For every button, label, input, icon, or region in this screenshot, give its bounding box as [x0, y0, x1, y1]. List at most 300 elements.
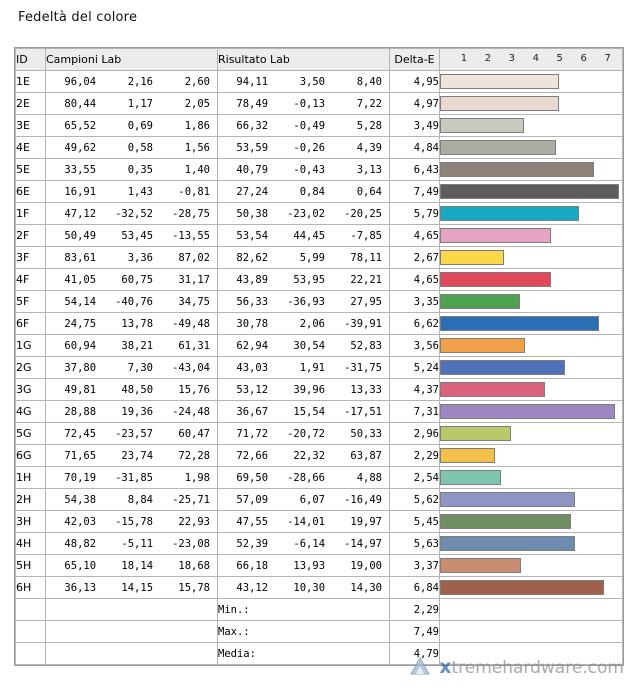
- delta-e-bar: [440, 558, 521, 573]
- lab-value: 60,47: [178, 427, 210, 440]
- row-bar-cell: [440, 577, 623, 599]
- lab-value: 28,88: [64, 405, 97, 418]
- lab-value: -32,52: [115, 207, 154, 220]
- lab-value: 24,75: [64, 317, 97, 330]
- watermark-label: tremehardware.com: [451, 658, 624, 678]
- lab-value: -31,85: [115, 471, 154, 484]
- summary-spacer-id: [16, 643, 46, 665]
- lab-value: -6,14: [293, 537, 326, 550]
- table-row: [16, 269, 623, 291]
- row-campioni-lab: [46, 489, 218, 511]
- summary-spacer-chart: [440, 621, 623, 643]
- row-risultato-lab: [218, 247, 390, 269]
- row-risultato-lab: [218, 511, 390, 533]
- row-bar-cell: [440, 379, 623, 401]
- lab-value: 60,75: [121, 273, 154, 286]
- lab-value: 53,54: [236, 229, 269, 242]
- row-id: 2F: [16, 225, 46, 247]
- axis-tick-4: 4: [532, 53, 539, 64]
- lab-value: 30,54: [293, 339, 326, 352]
- lab-value: 34,75: [178, 295, 210, 308]
- delta-e-bar: [440, 382, 545, 397]
- row-risultato-lab: [218, 445, 390, 467]
- row-risultato-lab: [218, 159, 390, 181]
- row-bar-cell: [440, 181, 623, 203]
- row-delta-e: 4,97: [390, 93, 440, 115]
- row-id: 6E: [16, 181, 46, 203]
- column-header-risultato: Risultato Lab: [218, 49, 390, 71]
- row-bar-cell: [440, 423, 623, 445]
- lab-value: 42,03: [64, 515, 97, 528]
- row-bar-cell: [440, 291, 623, 313]
- row-id: 1E: [16, 71, 46, 93]
- lab-value: 82,62: [236, 251, 269, 264]
- row-id: 6G: [16, 445, 46, 467]
- row-bar-cell: [440, 467, 623, 489]
- lab-value: 48,50: [121, 383, 154, 396]
- row-bar-cell: [440, 137, 623, 159]
- lab-value: 48,82: [64, 537, 97, 550]
- lab-value: -23,02: [287, 207, 326, 220]
- row-bar-cell: [440, 247, 623, 269]
- axis-tick-5: 5: [556, 53, 563, 64]
- lab-value: 30,78: [236, 317, 269, 330]
- row-risultato-lab: [218, 379, 390, 401]
- lab-value: 4,39: [356, 141, 382, 154]
- lab-value: -0,26: [293, 141, 326, 154]
- row-id: 4H: [16, 533, 46, 555]
- delta-e-bar: [440, 514, 571, 529]
- lab-value: 1,98: [184, 471, 210, 484]
- row-id: 3H: [16, 511, 46, 533]
- row-id: 1H: [16, 467, 46, 489]
- row-delta-e: 3,35: [390, 291, 440, 313]
- table-row: [16, 247, 623, 269]
- delta-e-bar: [440, 294, 520, 309]
- delta-e-bar: [440, 140, 556, 155]
- row-id: 2E: [16, 93, 46, 115]
- lab-value: 60,94: [64, 339, 97, 352]
- lab-value: 72,66: [236, 449, 269, 462]
- summary-value: 7,49: [390, 621, 440, 643]
- row-bar-cell: [440, 533, 623, 555]
- row-delta-e: 2,67: [390, 247, 440, 269]
- row-id: 5H: [16, 555, 46, 577]
- lab-value: 19,36: [121, 405, 154, 418]
- lab-value: 1,91: [299, 361, 326, 374]
- table-row: [16, 555, 623, 577]
- lab-value: 71,65: [64, 449, 97, 462]
- row-bar-cell: [440, 313, 623, 335]
- row-bar-cell: [440, 115, 623, 137]
- row-campioni-lab: [46, 423, 218, 445]
- lab-value: 52,39: [236, 537, 269, 550]
- lab-value: 13,93: [293, 559, 326, 572]
- row-risultato-lab: [218, 577, 390, 599]
- row-risultato-lab: [218, 357, 390, 379]
- lab-value: 2,16: [127, 75, 154, 88]
- row-bar-cell: [440, 489, 623, 511]
- row-bar-cell: [440, 555, 623, 577]
- summary-label: Min.:: [218, 599, 390, 621]
- summary-spacer-campioni: [46, 621, 218, 643]
- row-delta-e: 5,79: [390, 203, 440, 225]
- lab-value: -36,93: [287, 295, 326, 308]
- lab-value: -0,81: [178, 185, 210, 198]
- lab-value: 80,44: [64, 97, 97, 110]
- row-risultato-lab: [218, 489, 390, 511]
- row-id: 2H: [16, 489, 46, 511]
- table-row: [16, 423, 623, 445]
- delta-e-bar: [440, 492, 575, 507]
- lab-value: 1,40: [184, 163, 210, 176]
- lab-value: 94,11: [236, 75, 269, 88]
- lab-value: 50,38: [236, 207, 269, 220]
- lab-value: 36,13: [64, 581, 97, 594]
- lab-value: -40,76: [115, 295, 154, 308]
- row-campioni-lab: [46, 511, 218, 533]
- lab-value: 50,49: [64, 229, 97, 242]
- lab-value: 43,89: [236, 273, 269, 286]
- lab-value: 52,83: [350, 339, 382, 352]
- lab-value: 1,17: [127, 97, 154, 110]
- delta-e-bar: [440, 470, 501, 485]
- table-row: [16, 489, 623, 511]
- lab-value: 22,93: [178, 515, 210, 528]
- table-row: [16, 445, 623, 467]
- delta-e-bar: [440, 96, 559, 111]
- lab-value: 8,40: [356, 75, 382, 88]
- row-bar-cell: [440, 357, 623, 379]
- lab-value: -0,13: [293, 97, 326, 110]
- lab-value: 49,81: [64, 383, 97, 396]
- lab-value: 31,17: [178, 273, 210, 286]
- row-delta-e: 5,45: [390, 511, 440, 533]
- row-id: 1G: [16, 335, 46, 357]
- lab-value: 72,28: [178, 449, 210, 462]
- row-campioni-lab: [46, 247, 218, 269]
- lab-value: 38,21: [121, 339, 154, 352]
- row-delta-e: 3,49: [390, 115, 440, 137]
- lab-value: -5,11: [121, 537, 154, 550]
- row-risultato-lab: [218, 203, 390, 225]
- row-campioni-lab: [46, 313, 218, 335]
- row-bar-cell: [440, 159, 623, 181]
- lab-value: 78,49: [236, 97, 269, 110]
- lab-value: 70,19: [64, 471, 97, 484]
- lab-value: 14,30: [350, 581, 382, 594]
- row-campioni-lab: [46, 71, 218, 93]
- lab-value: 2,60: [184, 75, 210, 88]
- row-delta-e: 4,65: [390, 225, 440, 247]
- table-row: [16, 291, 623, 313]
- lab-value: 22,32: [293, 449, 326, 462]
- delta-e-bar: [440, 228, 551, 243]
- row-campioni-lab: [46, 335, 218, 357]
- row-id: 2G: [16, 357, 46, 379]
- lab-value: 78,11: [350, 251, 382, 264]
- row-campioni-lab: [46, 115, 218, 137]
- row-campioni-lab: [46, 225, 218, 247]
- lab-value: 1,43: [127, 185, 154, 198]
- row-bar-cell: [440, 93, 623, 115]
- row-risultato-lab: [218, 115, 390, 137]
- lab-value: 54,38: [64, 493, 97, 506]
- row-delta-e: 2,54: [390, 467, 440, 489]
- chart-axis-header: [440, 49, 623, 71]
- row-delta-e: 6,84: [390, 577, 440, 599]
- lab-value: -15,78: [115, 515, 154, 528]
- lab-value: 10,30: [293, 581, 326, 594]
- lab-value: 71,72: [236, 427, 269, 440]
- lab-value: 3,50: [299, 75, 326, 88]
- lab-value: 37,80: [64, 361, 97, 374]
- delta-e-bar: [440, 74, 559, 89]
- row-risultato-lab: [218, 555, 390, 577]
- delta-e-bar: [440, 360, 565, 375]
- row-campioni-lab: [46, 203, 218, 225]
- lab-value: 53,12: [236, 383, 269, 396]
- lab-value: -49,48: [172, 317, 210, 330]
- row-bar-cell: [440, 225, 623, 247]
- row-risultato-lab: [218, 401, 390, 423]
- delta-e-bar: [440, 316, 599, 331]
- lab-value: 0,58: [127, 141, 154, 154]
- axis-tick-7: 7: [604, 53, 611, 64]
- row-delta-e: 2,29: [390, 445, 440, 467]
- row-risultato-lab: [218, 225, 390, 247]
- lab-value: 7,30: [127, 361, 154, 374]
- row-campioni-lab: [46, 577, 218, 599]
- table-row: [16, 357, 623, 379]
- row-campioni-lab: [46, 181, 218, 203]
- summary-label: Max.:: [218, 621, 390, 643]
- table-row: [16, 379, 623, 401]
- lab-value: 66,32: [236, 119, 269, 132]
- lab-value: 66,18: [236, 559, 269, 572]
- row-delta-e: 7,49: [390, 181, 440, 203]
- row-delta-e: 7,31: [390, 401, 440, 423]
- row-bar-cell: [440, 335, 623, 357]
- lab-value: 47,12: [64, 207, 97, 220]
- lab-value: 69,50: [236, 471, 269, 484]
- lab-value: -23,57: [115, 427, 154, 440]
- summary-row: [16, 621, 623, 643]
- summary-spacer-chart: [440, 599, 623, 621]
- lab-value: 0,35: [127, 163, 154, 176]
- row-delta-e: 4,65: [390, 269, 440, 291]
- watermark-text: [439, 656, 624, 678]
- lab-value: -14,01: [287, 515, 326, 528]
- delta-e-bar: [440, 118, 524, 133]
- delta-e-bar: [440, 338, 525, 353]
- table-row: [16, 577, 623, 599]
- summary-spacer-campioni: [46, 643, 218, 665]
- lab-value: 53,59: [236, 141, 269, 154]
- lab-value: 47,55: [236, 515, 269, 528]
- lab-value: 2,06: [299, 317, 326, 330]
- lab-value: 56,33: [236, 295, 269, 308]
- row-id: 5G: [16, 423, 46, 445]
- lab-value: -28,75: [172, 207, 210, 220]
- lab-value: 43,03: [236, 361, 269, 374]
- summary-label: Media:: [218, 643, 390, 665]
- lab-value: 44,45: [293, 229, 326, 242]
- row-risultato-lab: [218, 181, 390, 203]
- row-campioni-lab: [46, 93, 218, 115]
- row-delta-e: 4,84: [390, 137, 440, 159]
- row-id: 3E: [16, 115, 46, 137]
- lab-value: -24,48: [172, 405, 210, 418]
- row-bar-cell: [440, 269, 623, 291]
- lab-value: 18,14: [121, 559, 154, 572]
- column-header-campioni: Campioni Lab: [46, 49, 218, 71]
- row-risultato-lab: [218, 137, 390, 159]
- table-row: [16, 401, 623, 423]
- delta-e-bar: [440, 404, 615, 419]
- lab-value: 53,95: [293, 273, 326, 286]
- summary-spacer-id: [16, 599, 46, 621]
- delta-e-bar: [440, 448, 495, 463]
- row-campioni-lab: [46, 401, 218, 423]
- lab-value: 2,05: [184, 97, 210, 110]
- row-risultato-lab: [218, 335, 390, 357]
- row-risultato-lab: [218, 291, 390, 313]
- lab-value: -14,97: [344, 537, 382, 550]
- lab-value: -16,49: [344, 493, 382, 506]
- lab-value: -39,91: [344, 317, 382, 330]
- lab-value: 87,02: [178, 251, 210, 264]
- lab-value: 4,88: [356, 471, 382, 484]
- lab-value: 5,28: [356, 119, 382, 132]
- delta-e-bar: [440, 536, 575, 551]
- table-row: [16, 467, 623, 489]
- axis-tick-2: 2: [484, 53, 492, 64]
- summary-value: 2,29: [390, 599, 440, 621]
- row-id: 4G: [16, 401, 46, 423]
- lab-value: 0,69: [127, 119, 154, 132]
- row-campioni-lab: [46, 379, 218, 401]
- lab-value: -7,85: [350, 229, 382, 242]
- lab-value: 41,05: [64, 273, 97, 286]
- row-campioni-lab: [46, 467, 218, 489]
- table-row: [16, 159, 623, 181]
- lab-value: 57,09: [236, 493, 269, 506]
- row-delta-e: 4,37: [390, 379, 440, 401]
- lab-value: -13,55: [172, 229, 210, 242]
- lab-value: 19,00: [350, 559, 382, 572]
- lab-value: 27,24: [236, 185, 269, 198]
- lab-value: 15,54: [293, 405, 326, 418]
- lab-value: 65,10: [64, 559, 97, 572]
- lab-value: 96,04: [64, 75, 97, 88]
- table-row: [16, 335, 623, 357]
- lab-value: 53,45: [121, 229, 154, 242]
- lab-value: -17,51: [344, 405, 382, 418]
- lab-value: 43,12: [236, 581, 269, 594]
- lab-value: 65,52: [64, 119, 97, 132]
- row-risultato-lab: [218, 93, 390, 115]
- summary-spacer-id: [16, 621, 46, 643]
- row-delta-e: 5,62: [390, 489, 440, 511]
- row-delta-e: 6,62: [390, 313, 440, 335]
- delta-e-bar: [440, 250, 504, 265]
- lab-value: 36,67: [236, 405, 269, 418]
- delta-e-bar: [440, 162, 594, 177]
- row-bar-cell: [440, 511, 623, 533]
- row-risultato-lab: [218, 269, 390, 291]
- row-id: 5F: [16, 291, 46, 313]
- lab-value: 22,21: [350, 273, 382, 286]
- row-bar-cell: [440, 71, 623, 93]
- table-row: [16, 137, 623, 159]
- lab-value: 61,31: [178, 339, 210, 352]
- row-id: 3F: [16, 247, 46, 269]
- lab-value: 27,95: [350, 295, 382, 308]
- column-header-delta-e: Delta-E: [390, 49, 440, 71]
- lab-value: 1,86: [184, 119, 210, 132]
- delta-e-bar: [440, 272, 551, 287]
- row-delta-e: 3,56: [390, 335, 440, 357]
- row-campioni-lab: [46, 291, 218, 313]
- lab-value: 18,68: [178, 559, 210, 572]
- watermark: [407, 654, 624, 680]
- row-id: 6F: [16, 313, 46, 335]
- table-row: [16, 533, 623, 555]
- row-delta-e: 3,37: [390, 555, 440, 577]
- color-fidelity-panel: [14, 47, 624, 666]
- summary-row: [16, 599, 623, 621]
- lab-value: -23,08: [172, 537, 210, 550]
- lab-value: -25,71: [172, 493, 210, 506]
- lab-value: 40,79: [236, 163, 269, 176]
- row-delta-e: 4,95: [390, 71, 440, 93]
- table-header-row: [16, 49, 623, 71]
- lab-value: 3,13: [356, 163, 382, 176]
- lab-value: 72,45: [64, 427, 97, 440]
- lab-value: 0,84: [299, 185, 326, 198]
- row-id: 1F: [16, 203, 46, 225]
- lab-value: -0,49: [293, 119, 326, 132]
- row-risultato-lab: [218, 533, 390, 555]
- lab-value: -20,25: [344, 207, 382, 220]
- lab-value: 33,55: [64, 163, 97, 176]
- table-row: [16, 203, 623, 225]
- row-campioni-lab: [46, 533, 218, 555]
- row-delta-e: 6,43: [390, 159, 440, 181]
- table-row: [16, 115, 623, 137]
- row-campioni-lab: [46, 445, 218, 467]
- summary-value: 4,79: [390, 643, 440, 665]
- lab-value: -0,43: [293, 163, 326, 176]
- color-fidelity-table: [15, 48, 623, 665]
- lab-value: 14,15: [121, 581, 154, 594]
- lab-value: 5,99: [299, 251, 326, 264]
- lab-value: 8,84: [127, 493, 154, 506]
- row-id: 5E: [16, 159, 46, 181]
- row-risultato-lab: [218, 71, 390, 93]
- lab-value: 15,76: [178, 383, 210, 396]
- table-row: [16, 313, 623, 335]
- row-delta-e: 5,24: [390, 357, 440, 379]
- lab-value: 7,22: [356, 97, 382, 110]
- watermark-logo-icon: [407, 654, 433, 680]
- axis-tick-3: 3: [508, 53, 516, 64]
- row-risultato-lab: [218, 313, 390, 335]
- row-id: 6H: [16, 577, 46, 599]
- axis-tick-1: 1: [460, 53, 468, 64]
- row-delta-e: 5,63: [390, 533, 440, 555]
